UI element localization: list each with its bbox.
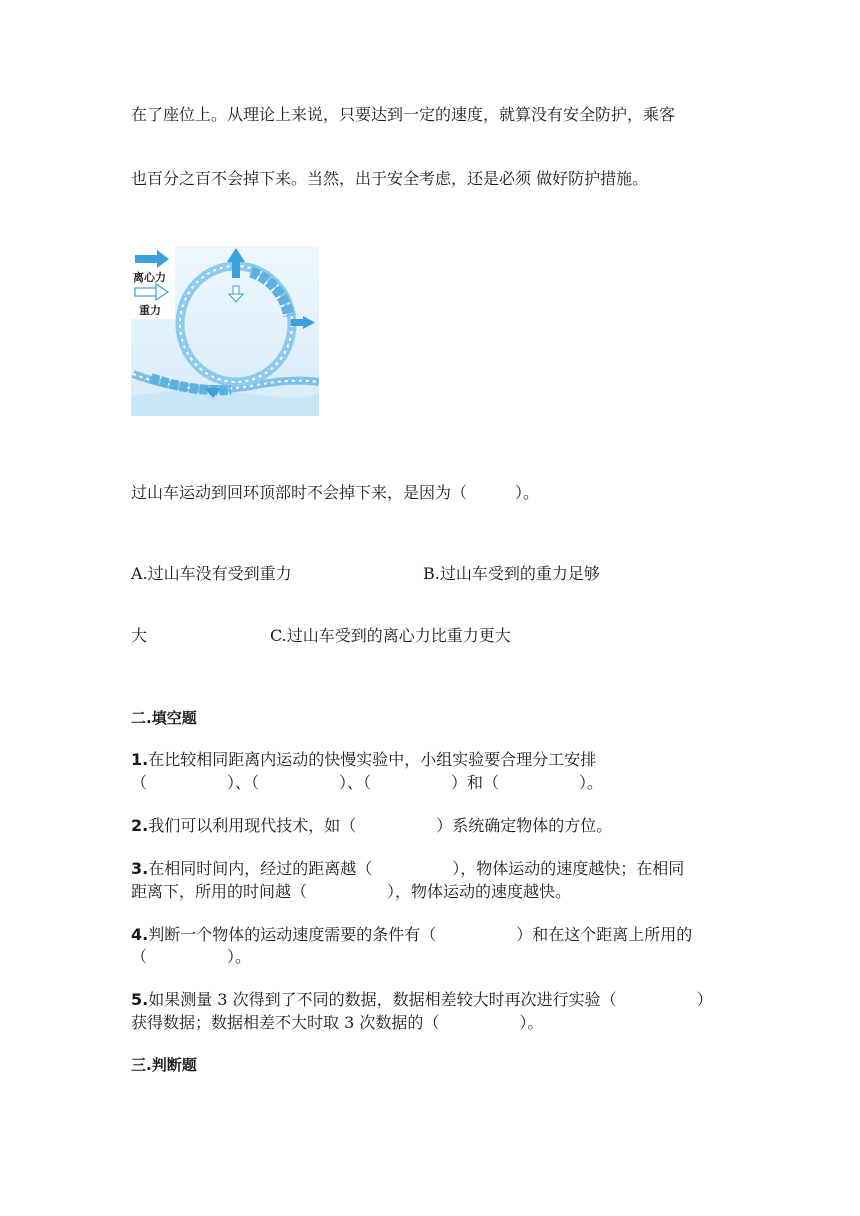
roller-coaster-figure (131, 246, 319, 416)
fill-item-2-number: 2. (131, 816, 149, 835)
fill-item-5-line-2: 获得数据；数据相差不大时取 3 次数据的（ ）。 (131, 1013, 544, 1032)
option-b: B.过山车受到的重力足够 (423, 564, 600, 583)
passage-line-2: 也百分之百不会掉下来。当然，出于安全考虑，还是必须 做好防护措施。 (131, 169, 649, 188)
fill-item-1-line-2: （ ）、（ ）、（ ）和（ ）。 (131, 773, 604, 792)
fill-item-5-number: 5. (131, 990, 149, 1009)
fill-item-4-line-1: 4.判断一个物体的运动速度需要的条件有（ ）和在这个距离上所用的 (131, 925, 693, 944)
option-b-continuation: 大 (131, 626, 148, 645)
fill-item-1-number: 1. (131, 750, 149, 769)
legend-centrifugal-label: 离心力 (133, 271, 166, 284)
fill-item-4-line-2: （ ）。 (131, 947, 252, 966)
passage-line-1: 在了座位上。从理论上来说，只要达到一定的速度，就算没有安全防护，乘客 (131, 105, 676, 124)
fill-item-2-line-1: 2.我们可以利用现代技术，如（ ）系统确定物体的方位。 (131, 816, 613, 835)
fill-item-4-number: 4. (131, 925, 149, 944)
fill-item-5-line-1: 5.如果测量 3 次得到了不同的数据，数据相差较大时再次进行实验（ ） (131, 990, 713, 1009)
section-3-title: 三.判断题 (131, 1056, 197, 1074)
section-2-title: 二.填空题 (131, 709, 197, 727)
fill-item-3-line-1: 3.在相同时间内，经过的距离越（ ），物体运动的速度越快；在相同 (131, 859, 685, 878)
question-stem: 过山车运动到回环顶部时不会掉下来，是因为（ ）。 (131, 483, 540, 502)
fill-item-1-line-1: 1.在比较相同距离内运动的快慢实验中，小组实验要合理分工安排 (131, 750, 597, 769)
legend-gravity-label: 重力 (139, 304, 161, 317)
option-c: C.过山车受到的离心力比重力更大 (270, 626, 511, 645)
fill-item-3-number: 3. (131, 859, 149, 878)
fill-item-3-line-2: 距离下，所用的时间越（ ），物体运动的速度越快。 (131, 882, 572, 901)
option-a: A.过山车没有受到重力 (131, 564, 292, 583)
